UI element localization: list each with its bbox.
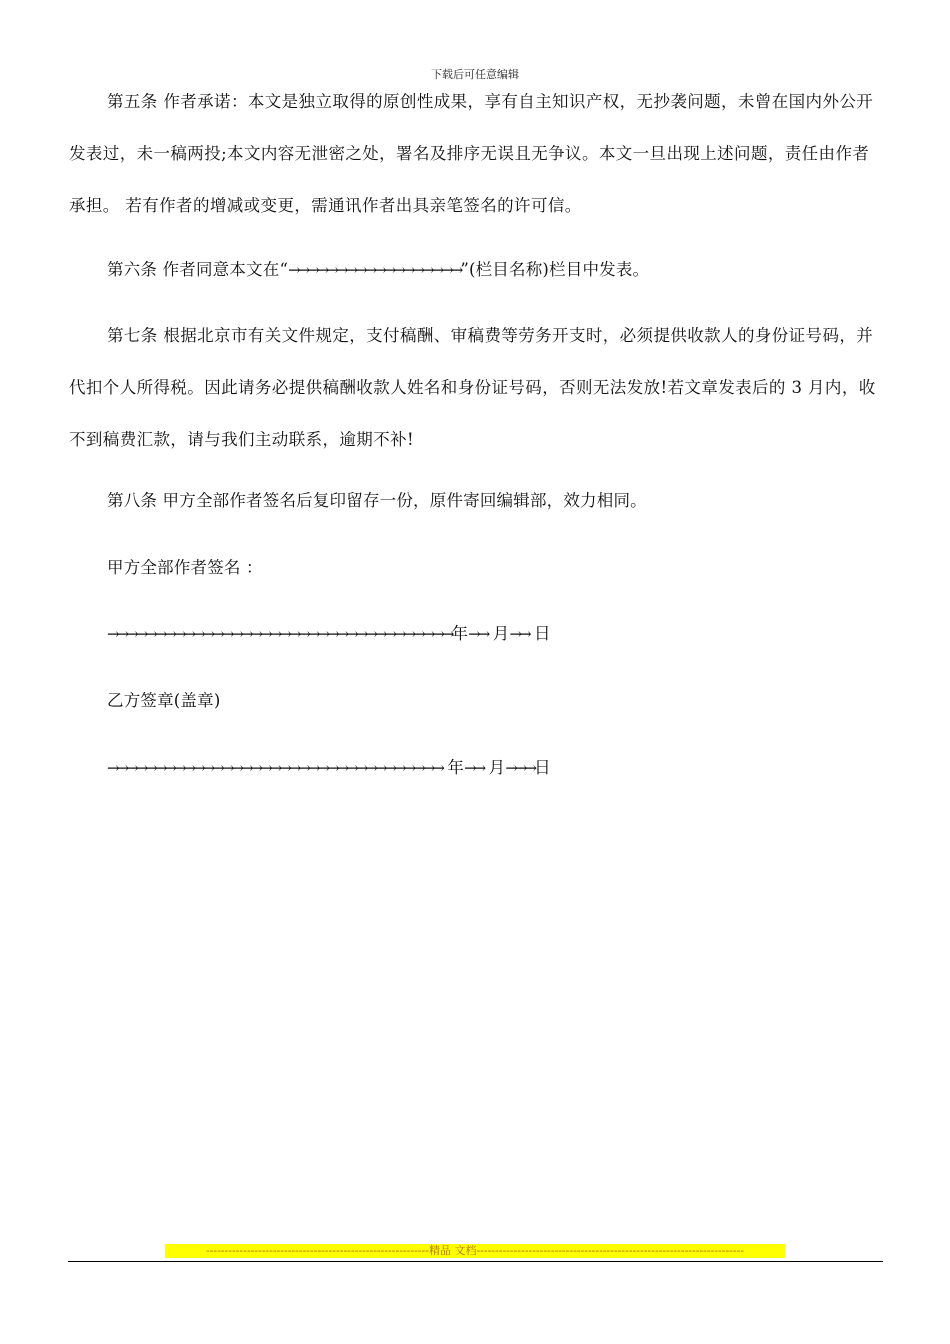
article-7: 第七条 根据北京市有关文件规定，支付稿酬、审稿费等劳务开支时，必须提供收款人的身份证号码，并代扣个人所得税。因此请务必提供稿酬收款人姓名和身份证号码，否则无法发放!若文章发表后的 3 月内，收不到稿费汇款，请与我们主动联系，逾期不补!	[69, 326, 876, 449]
party-a-year: 年	[451, 624, 469, 643]
party-b-stamp-label: 乙方签章(盖章)	[107, 691, 221, 710]
page-header-note: 下载后可任意编辑	[431, 68, 519, 81]
article-6-suffix: ”(栏目名称)栏目中发表。	[460, 260, 650, 279]
party-b-signature-line	[107, 756, 551, 780]
party-b-signature-blank: →→→→→→→→→→→→→→→→→→→→→→→→→→→→→→→→→→→	[107, 759, 442, 777]
party-a-signature-blank: →→→→→→→→→→→→→→→→→→→→→→→→→→→→→→→→→→→→	[107, 625, 452, 643]
footer-banner: ------------------------------------------------------------精品 文档------------------------------------------------------------------------	[165, 1244, 785, 1258]
article-6	[107, 258, 649, 282]
party-a-signature-line	[107, 622, 551, 646]
party-a-month: 月	[487, 624, 510, 643]
party-b-year: 年	[441, 758, 465, 777]
party-b-day-blank: →→→	[505, 759, 535, 777]
party-b-month-blank: →→	[464, 759, 484, 777]
party-a-signature-label: 甲方全部作者签名 ：	[107, 558, 263, 577]
article-8: 第八条 甲方全部作者签名后复印留存一份，原件寄回编辑部，效力相同。	[107, 491, 647, 510]
party-a-day: 日	[528, 624, 551, 643]
footer-divider	[68, 1261, 883, 1262]
column-name-blank: →→→→→→→→→→→→→→→→→→	[288, 261, 461, 279]
party-b-month: 月	[483, 758, 506, 777]
party-a-day-blank: →→	[509, 625, 529, 643]
article-5: 第五条 作者承诺：本文是独立取得的原创性成果，享有自主知识产权，无抄袭问题，未曾在国内外公开发表过，未一稿两投;本文内容无泄密之处，署名及排序无误且无争议。本文一旦出现上述问题，责任由作者承担。 若有作者的增减或变更，需通讯作者出具亲笔签名的许可信。	[69, 92, 874, 215]
party-a-month-blank: →→	[468, 625, 488, 643]
article-6-prefix: 第六条 作者同意本文在“	[107, 260, 289, 279]
party-b-day: 日	[534, 758, 551, 777]
